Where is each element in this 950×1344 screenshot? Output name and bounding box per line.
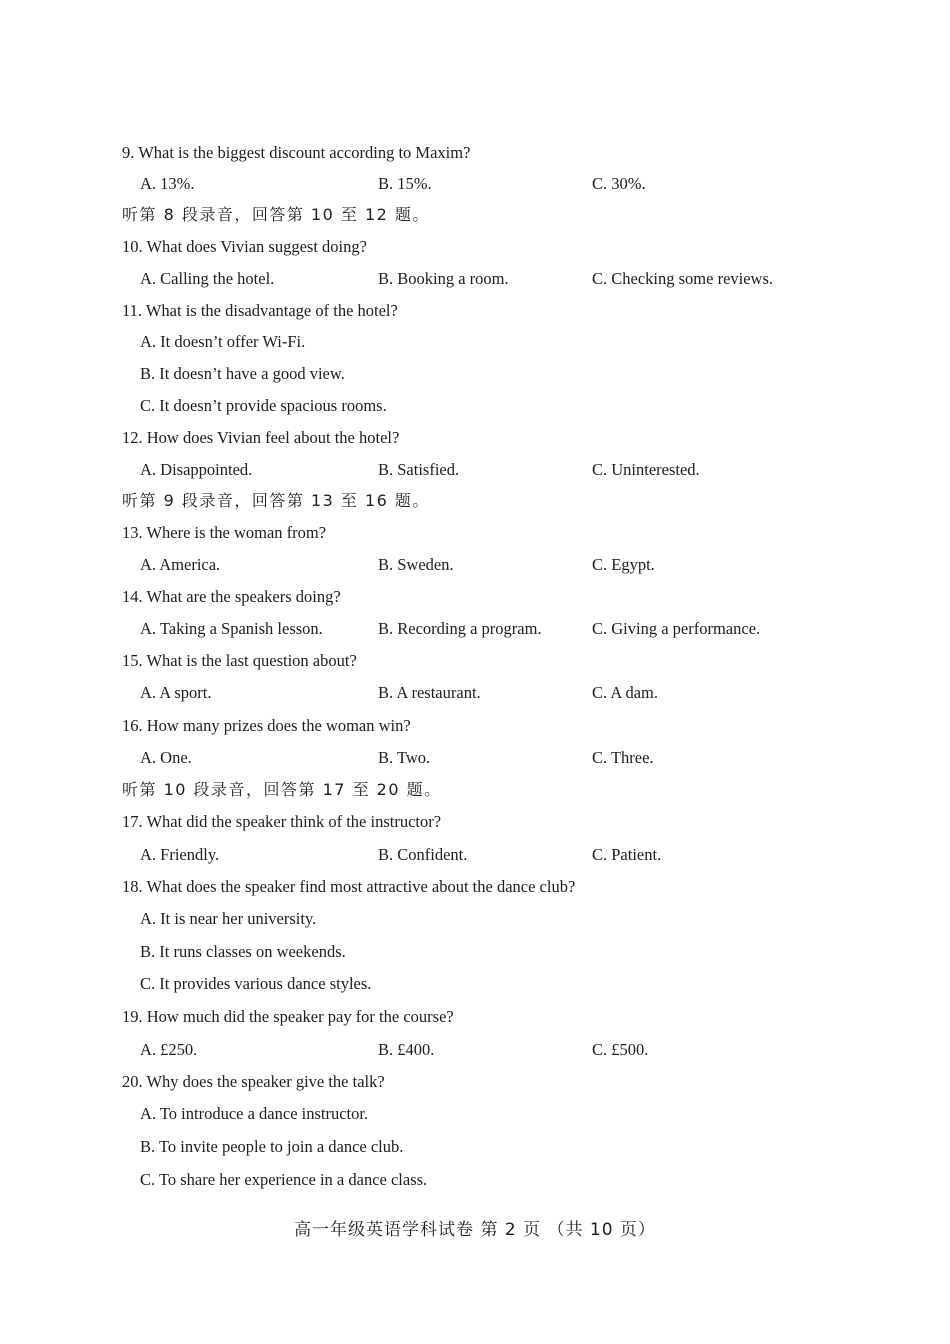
option-18c: C. It provides various dance styles. [140,974,372,993]
option-12b: B. Satisfied. [378,460,460,479]
option-17a: A. Friendly. [140,845,220,864]
option-19c: C. £500. [592,1040,649,1059]
option-9a: A. 13%. [140,174,195,193]
option-15a: A. A sport. [140,683,212,702]
option-13b: B. Sweden. [378,555,454,574]
question-16: 16. How many prizes does the woman win? [122,716,411,735]
question-12: 12. How does Vivian feel about the hotel? [122,428,400,447]
option-15c: C. A dam. [592,683,659,702]
option-20c: C. To share her experience in a dance class. [140,1170,428,1189]
question-17: 17. What did the speaker think of the instructor? [122,812,442,831]
option-11a: A. It doesn’t offer Wi-Fi. [140,332,306,351]
option-10b: B. Booking a room. [378,269,509,288]
option-11c: C. It doesn’t provide spacious rooms. [140,396,387,415]
section-heading-8: 听第 8 段录音，回答第 10 至 12 题。 [122,205,430,224]
option-14b: B. Recording a program. [378,619,542,638]
option-15b: B. A restaurant. [378,683,481,702]
option-16b: B. Two. [378,748,431,767]
question-18: 18. What does the speaker find most attractive about the dance club? [122,877,576,896]
question-10: 10. What does Vivian suggest doing? [122,237,367,256]
question-19: 19. How much did the speaker pay for the course? [122,1007,454,1026]
option-9b: B. 15%. [378,174,432,193]
question-11: 11. What is the disadvantage of the hotel? [122,301,398,320]
option-19b: B. £400. [378,1040,435,1059]
question-9: 9. What is the biggest discount according to Maxim? [122,143,471,162]
option-10a: A. Calling the hotel. [140,269,275,288]
section-heading-9: 听第 9 段录音，回答第 13 至 16 题。 [122,491,430,510]
option-20a: A. To introduce a dance instructor. [140,1104,369,1123]
option-11b: B. It doesn’t have a good view. [140,364,345,383]
option-16c: C. Three. [592,748,654,767]
option-17b: B. Confident. [378,845,468,864]
question-14: 14. What are the speakers doing? [122,587,341,606]
option-14c: C. Giving a performance. [592,619,761,638]
option-10c: C. Checking some reviews. [592,269,774,288]
page-footer: 高一年级英语学科试卷 第 2 页 （共 10 页） [294,1220,656,1240]
option-18a: A. It is near her university. [140,909,317,928]
option-9c: C. 30%. [592,174,646,193]
option-12a: A. Disappointed. [140,460,253,479]
option-12c: C. Uninterested. [592,460,700,479]
option-18b: B. It runs classes on weekends. [140,942,346,961]
option-14a: A. Taking a Spanish lesson. [140,619,323,638]
section-heading-10: 听第 10 段录音，回答第 17 至 20 题。 [122,780,442,799]
question-13: 13. Where is the woman from? [122,523,327,542]
option-13c: C. Egypt. [592,555,655,574]
option-19a: A. £250. [140,1040,198,1059]
option-20b: B. To invite people to join a dance club. [140,1137,404,1156]
question-20: 20. Why does the speaker give the talk? [122,1072,385,1091]
option-17c: C. Patient. [592,845,662,864]
question-15: 15. What is the last question about? [122,651,357,670]
option-13a: A. America. [140,555,221,574]
option-16a: A. One. [140,748,192,767]
